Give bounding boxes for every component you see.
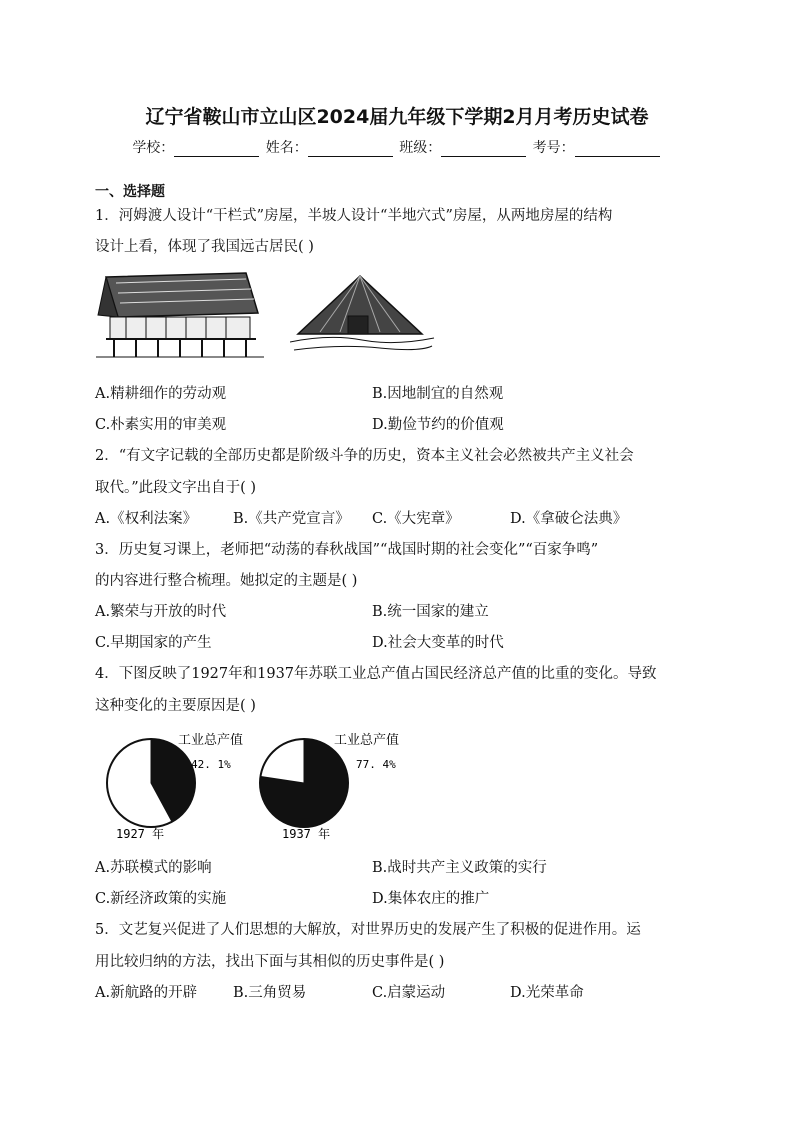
q1-stem-line2: 设计上看，体现了我国远古居民( ) <box>95 239 314 255</box>
q2-option-b[interactable]: B.《共产党宣言》 <box>233 511 350 527</box>
exam-title: 辽宁省鞍山市立山区2024届九年级下学期2月月考历史试卷 <box>145 106 649 128</box>
q5-option-a[interactable]: A.新航路的开辟 <box>95 985 198 1001</box>
q3-option-d[interactable]: D.社会大变革的时代 <box>372 635 504 651</box>
name-blank[interactable] <box>308 156 393 157</box>
pie-1937-year: 1937 年 <box>282 827 331 841</box>
class-blank[interactable] <box>441 156 526 157</box>
school-blank[interactable] <box>174 156 259 157</box>
class-label: 班级： <box>399 140 442 156</box>
q3-option-c[interactable]: C.早期国家的产生 <box>95 635 212 651</box>
q5-option-c[interactable]: C.启蒙运动 <box>372 985 446 1001</box>
q4-option-d[interactable]: D.集体农庄的推广 <box>372 891 490 907</box>
number-blank[interactable] <box>575 156 660 157</box>
q5-option-b[interactable]: B.三角贸易 <box>233 985 307 1001</box>
q5-stem-line1: 5．文艺复兴促进了人们思想的大解放，对世界历史的发展产生了积极的促进作用。运 <box>95 922 641 938</box>
student-info-row <box>0 137 794 157</box>
q5-option-d[interactable]: D.光荣革命 <box>510 985 584 1001</box>
q4-option-c[interactable]: C.新经济政策的实施 <box>95 891 227 907</box>
pie-1927-year: 1927 年 <box>116 827 165 841</box>
q1-stem-line1: 1．河姆渡人设计“干栏式”房屋，半坡人设计“半地穴式”房屋，从两地房屋的结构 <box>95 208 613 224</box>
q2-stem-line2: 取代。”此段文字出自于( ) <box>95 480 257 496</box>
school-label: 学校： <box>132 140 175 156</box>
q4-option-b[interactable]: B.战时共产主义政策的实行 <box>372 860 547 876</box>
q4-stem-line1: 4．下图反映了1927年和1937年苏联工业总产值占国民经济总产值的比重的变化。导致 <box>95 666 657 682</box>
q3-stem-line1: 3．历史复习课上，老师把“动荡的春秋战国”“战国时期的社会变化”“百家争鸣” <box>95 542 599 558</box>
pie-1937-value: 77. 4% <box>356 758 396 771</box>
section-heading: 一、选择题 <box>95 184 165 200</box>
q2-option-d[interactable]: D.《拿破仑法典》 <box>510 511 628 527</box>
q1-option-b[interactable]: B.因地制宜的自然观 <box>372 386 504 402</box>
q2-option-a[interactable]: A.《权利法案》 <box>95 511 198 527</box>
q4-option-a[interactable]: A.苏联模式的影响 <box>95 860 212 876</box>
q2-stem-line1: 2．“有文字记载的全部历史都是阶级斗争的历史，资本主义社会必然被共产主义社会 <box>95 448 634 464</box>
name-label: 姓名： <box>265 140 308 156</box>
pie-1927-label: 工业总产值 <box>178 733 244 748</box>
q1-option-c[interactable]: C.朴素实用的审美观 <box>95 417 227 433</box>
pie-1937-label: 工业总产值 <box>334 733 400 748</box>
q1-option-a[interactable]: A.精耕细作的劳动观 <box>95 386 227 402</box>
q3-option-a[interactable]: A.繁荣与开放的时代 <box>95 604 227 620</box>
q5-stem-line2: 用比较归纳的方法，找出下面与其相似的历史事件是( ) <box>95 954 445 970</box>
q2-option-c[interactable]: C.《大宪章》 <box>372 511 460 527</box>
q3-stem-line2: 的内容进行整合梳理。她拟定的主题是( ) <box>95 573 358 589</box>
industrial-output-pie-charts <box>96 728 426 846</box>
q1-option-d[interactable]: D.勤俭节约的价值观 <box>372 417 504 433</box>
number-label: 考号： <box>532 140 575 156</box>
q3-option-b[interactable]: B.统一国家的建立 <box>372 604 489 620</box>
pie-1927-value: 42. 1% <box>191 758 231 771</box>
q4-stem-line2: 这种变化的主要原因是( ) <box>95 698 256 714</box>
stilt-house-illustration <box>96 265 266 365</box>
semi-pit-house-illustration <box>290 272 435 360</box>
